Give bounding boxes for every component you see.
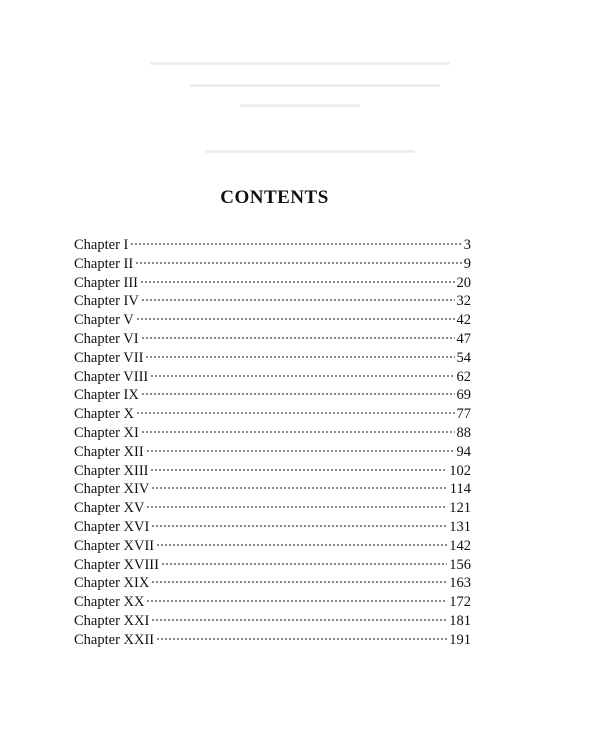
toc-page-number: 42 [456, 312, 471, 329]
toc-entry [74, 537, 471, 556]
toc-entry [74, 499, 471, 518]
toc-page-number: 172 [449, 594, 471, 611]
toc-entry [74, 368, 471, 387]
dot-leader [141, 430, 455, 434]
bleed-through-mark [240, 104, 360, 107]
toc-chapter-label: Chapter VII [74, 349, 144, 366]
toc-chapter-label: Chapter IX [74, 387, 139, 404]
toc-page-number: 3 [463, 237, 471, 253]
toc-entry [74, 330, 471, 349]
table-of-contents [74, 236, 471, 650]
toc-entry [74, 386, 471, 405]
toc-page-number: 62 [456, 368, 471, 385]
page-title: CONTENTS [220, 187, 329, 208]
toc-entry [74, 255, 471, 274]
toc-page-number: 88 [456, 424, 471, 441]
toc-chapter-label: Chapter XV [74, 500, 145, 517]
bleed-through-mark [190, 84, 440, 87]
toc-chapter-label: Chapter XI [74, 424, 139, 441]
dot-leader [141, 298, 455, 302]
toc-entry [74, 574, 471, 593]
toc-chapter-label: Chapter XVII [74, 537, 155, 554]
dot-leader [136, 411, 455, 415]
dot-leader [136, 317, 455, 321]
toc-chapter-label: Chapter VIII [74, 368, 149, 385]
dot-leader [146, 599, 447, 603]
toc-entry [74, 631, 471, 650]
toc-page-number: 131 [449, 518, 471, 535]
toc-page-number: 121 [449, 500, 471, 517]
toc-chapter-label: Chapter XXI [74, 612, 150, 629]
dot-leader [146, 505, 447, 509]
toc-page-number: 54 [456, 349, 471, 366]
dot-leader [151, 618, 447, 622]
dot-leader [151, 580, 447, 584]
toc-chapter-label: Chapter XIX [74, 575, 150, 592]
toc-chapter-label: Chapter VI [74, 330, 139, 347]
toc-page-number: 9 [463, 255, 471, 272]
dot-leader [150, 468, 447, 472]
toc-chapter-label: Chapter II [74, 255, 134, 272]
toc-chapter-label: Chapter XVIII [74, 556, 159, 573]
toc-page-number: 181 [449, 612, 471, 629]
toc-entry [74, 349, 471, 368]
toc-page-number: 114 [449, 481, 471, 498]
toc-page-number: 47 [456, 330, 471, 347]
dot-leader [141, 392, 455, 396]
bleed-through-mark [150, 62, 450, 65]
toc-page-number: 69 [456, 387, 471, 404]
dot-leader [161, 562, 447, 566]
toc-entry [74, 518, 471, 537]
toc-page-number: 32 [456, 293, 471, 310]
toc-page-number: 20 [456, 274, 471, 291]
dot-leader [130, 242, 461, 246]
toc-chapter-label: Chapter I [74, 237, 129, 253]
toc-entry [74, 292, 471, 311]
toc-chapter-label: Chapter V [74, 312, 134, 329]
toc-entry [74, 274, 471, 293]
toc-chapter-label: Chapter XX [74, 594, 145, 611]
toc-entry [74, 612, 471, 631]
toc-chapter-label: Chapter XXII [74, 631, 155, 648]
dot-leader [156, 637, 447, 641]
toc-entry [74, 405, 471, 424]
dot-leader [151, 524, 447, 528]
toc-page-number: 191 [449, 631, 471, 648]
toc-entry [74, 593, 471, 612]
toc-chapter-label: Chapter XII [74, 443, 144, 460]
toc-chapter-label: Chapter III [74, 274, 139, 291]
toc-page-number: 163 [449, 575, 471, 592]
toc-page-number: 156 [449, 556, 471, 573]
dot-leader [141, 336, 455, 340]
toc-page-number: 94 [456, 443, 471, 460]
toc-chapter-label: Chapter XIV [74, 481, 150, 498]
dot-leader [135, 261, 462, 265]
dot-leader [150, 374, 454, 378]
toc-entry [74, 480, 471, 499]
toc-chapter-label: Chapter X [74, 406, 134, 423]
dot-leader [156, 543, 447, 547]
toc-chapter-label: Chapter XVI [74, 518, 150, 535]
toc-page-number: 102 [449, 462, 471, 479]
toc-entry [74, 311, 471, 330]
dot-leader [145, 355, 454, 359]
toc-entry [74, 236, 471, 255]
toc-page-number: 142 [449, 537, 471, 554]
toc-entry [74, 424, 471, 443]
toc-page-number: 77 [456, 406, 471, 423]
toc-entry [74, 556, 471, 575]
toc-chapter-label: Chapter XIII [74, 462, 149, 479]
bleed-through-mark [205, 150, 415, 153]
dot-leader [140, 280, 454, 284]
toc-entry [74, 462, 471, 481]
dot-leader [151, 486, 447, 490]
toc-chapter-label: Chapter IV [74, 293, 139, 310]
toc-entry [74, 443, 471, 462]
dot-leader [146, 449, 455, 453]
